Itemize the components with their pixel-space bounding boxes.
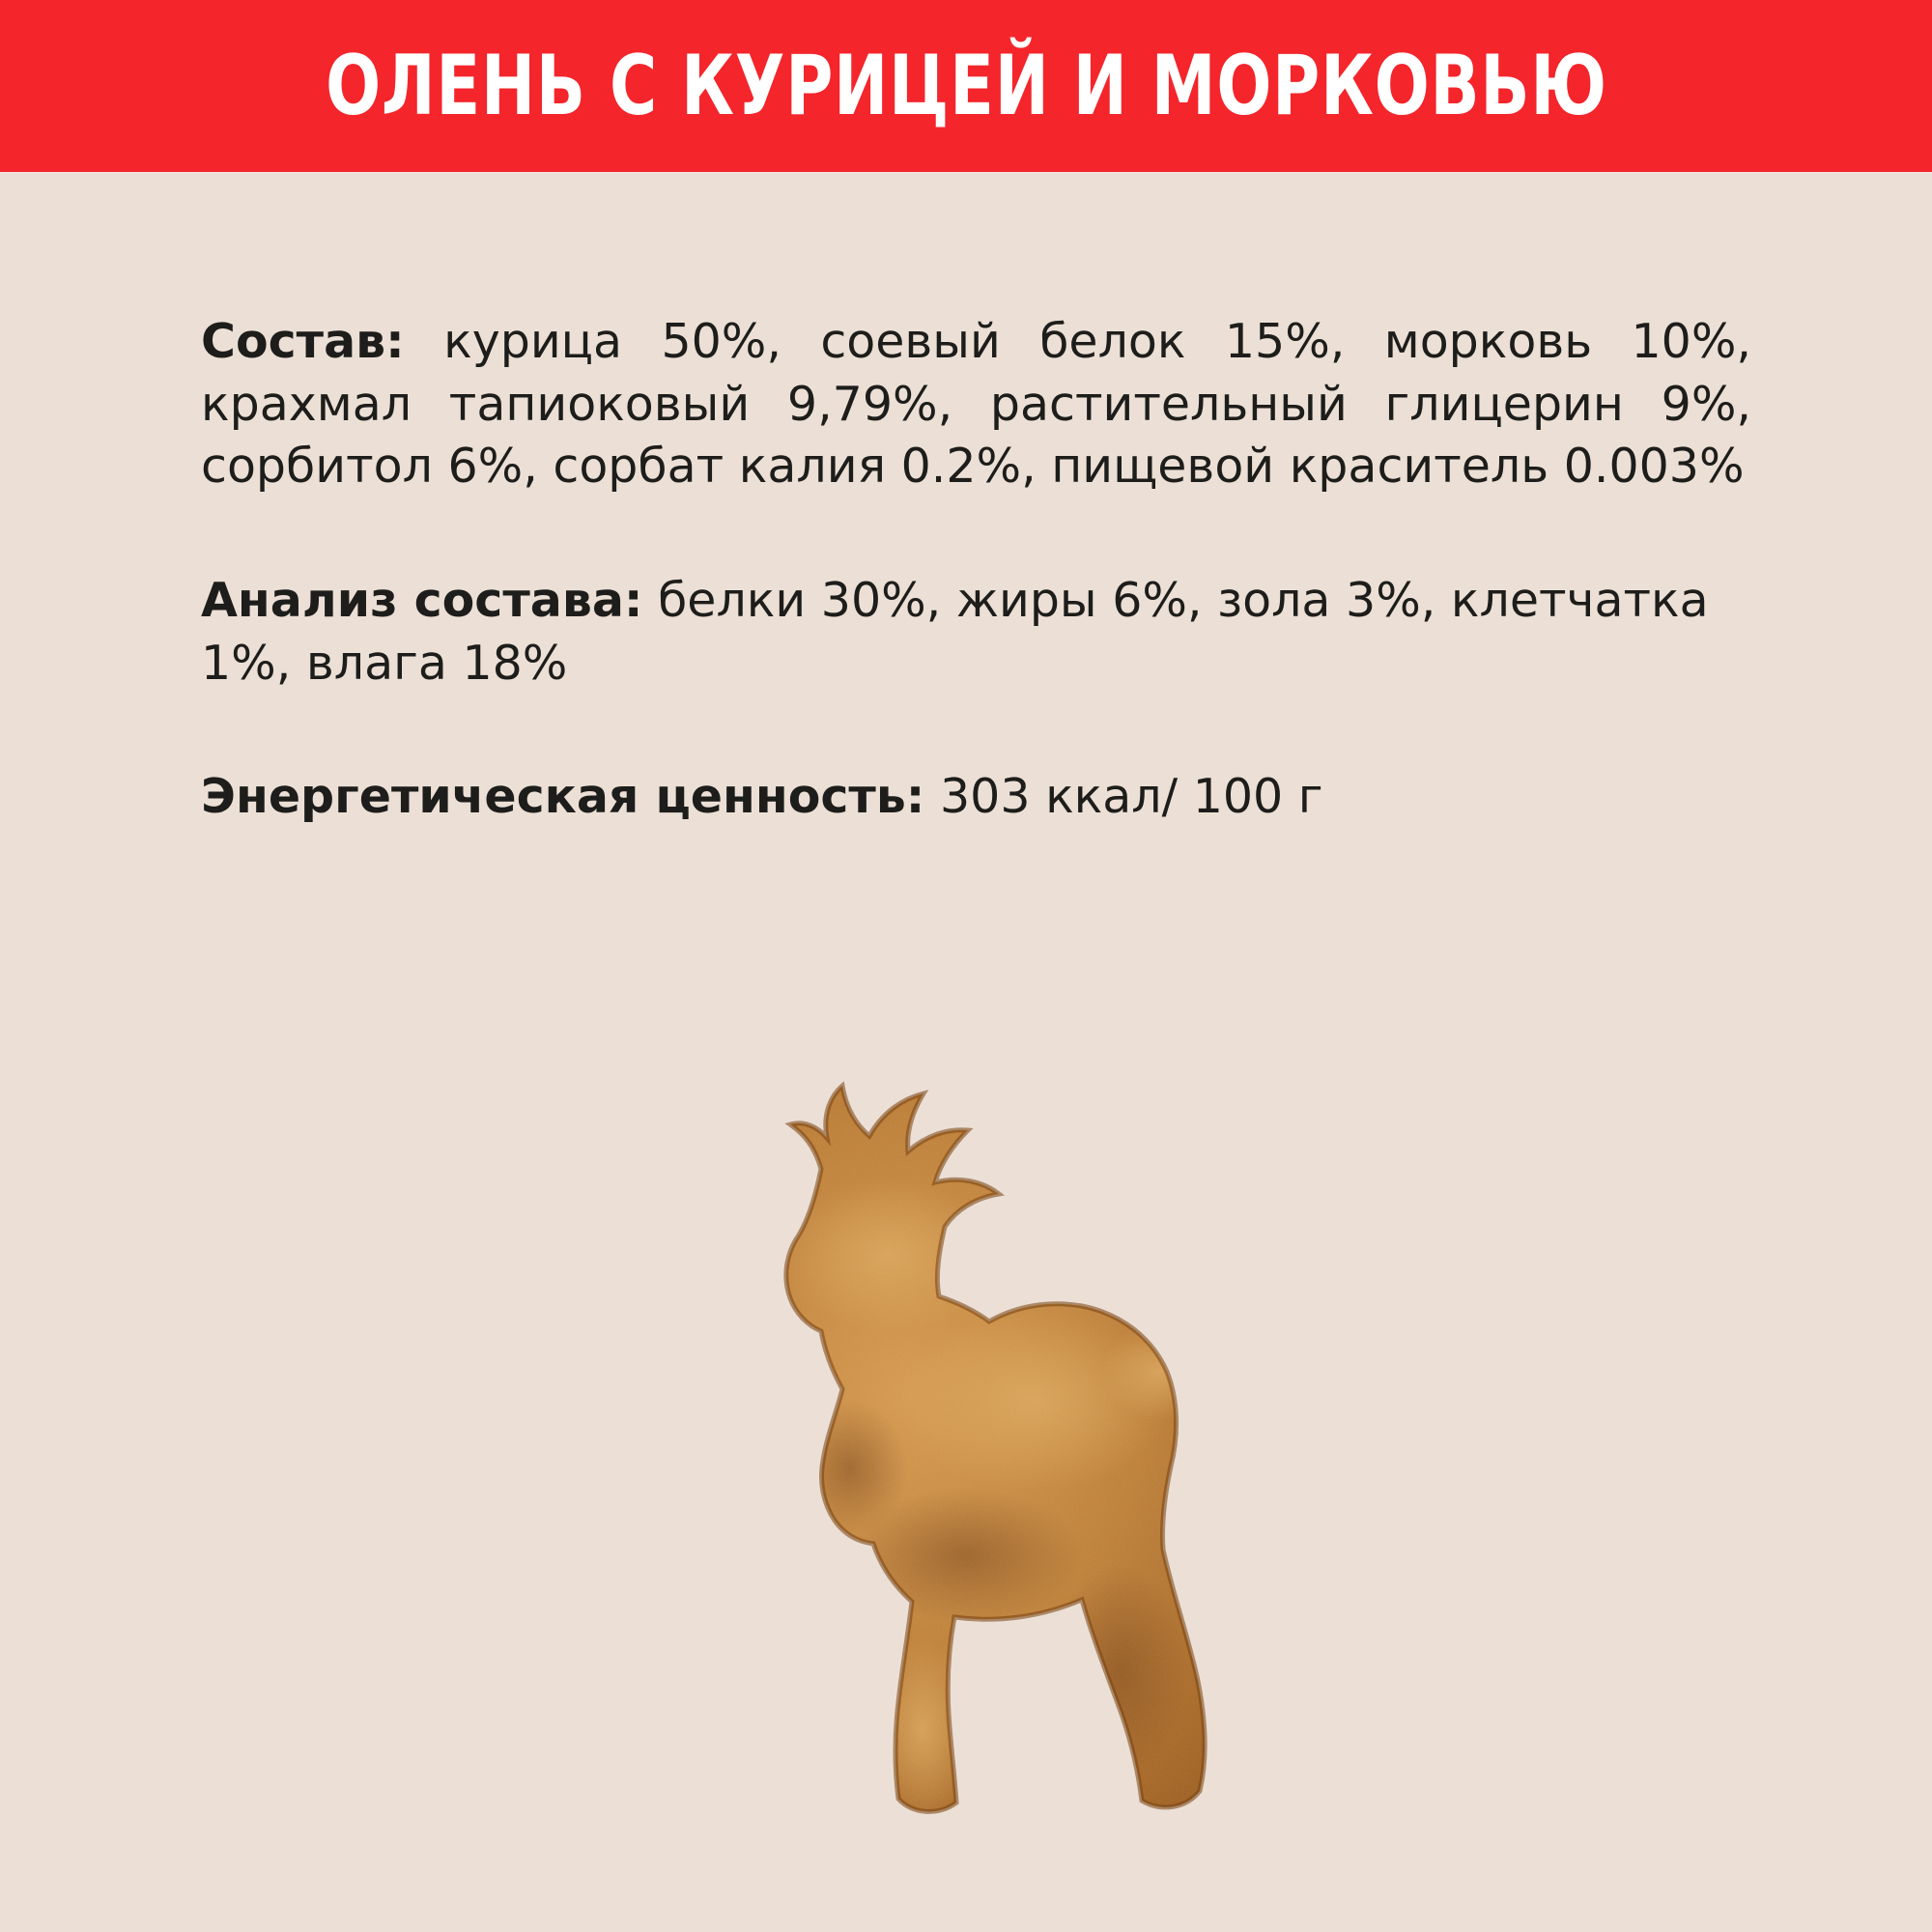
deer-treat-image <box>580 1053 1314 1903</box>
ingredients-paragraph <box>201 311 1751 498</box>
energy-value: 303 ккал/ 100 г <box>924 769 1323 825</box>
analysis-label: Анализ состава: <box>201 573 643 629</box>
analysis-paragraph <box>201 570 1751 695</box>
energy-label: Энергетическая ценность: <box>201 769 925 825</box>
header-banner <box>0 0 1932 172</box>
analysis-value: белки 30%, жиры 6%, зола 3%, клетчатка 1%, влага 18% <box>201 573 1709 691</box>
page-title: ОЛЕНЬ С КУРИЦЕЙ И МОРКОВЬЮ <box>325 38 1607 134</box>
product-details <box>201 311 1751 829</box>
deer-treat-icon <box>580 1053 1314 1903</box>
energy-paragraph <box>201 766 1751 829</box>
ingredients-label: Состав: <box>201 314 405 369</box>
product-photo-area <box>0 1014 1932 1932</box>
ingredients-value: курица 50%, соевый белок 15%, морковь 10%, крахмал тапиоковый 9,79%, растительный глицерин 9%, сорбитол 6%, сорбат калия 0.2%, пищевой краситель 0.003% <box>201 314 1751 495</box>
